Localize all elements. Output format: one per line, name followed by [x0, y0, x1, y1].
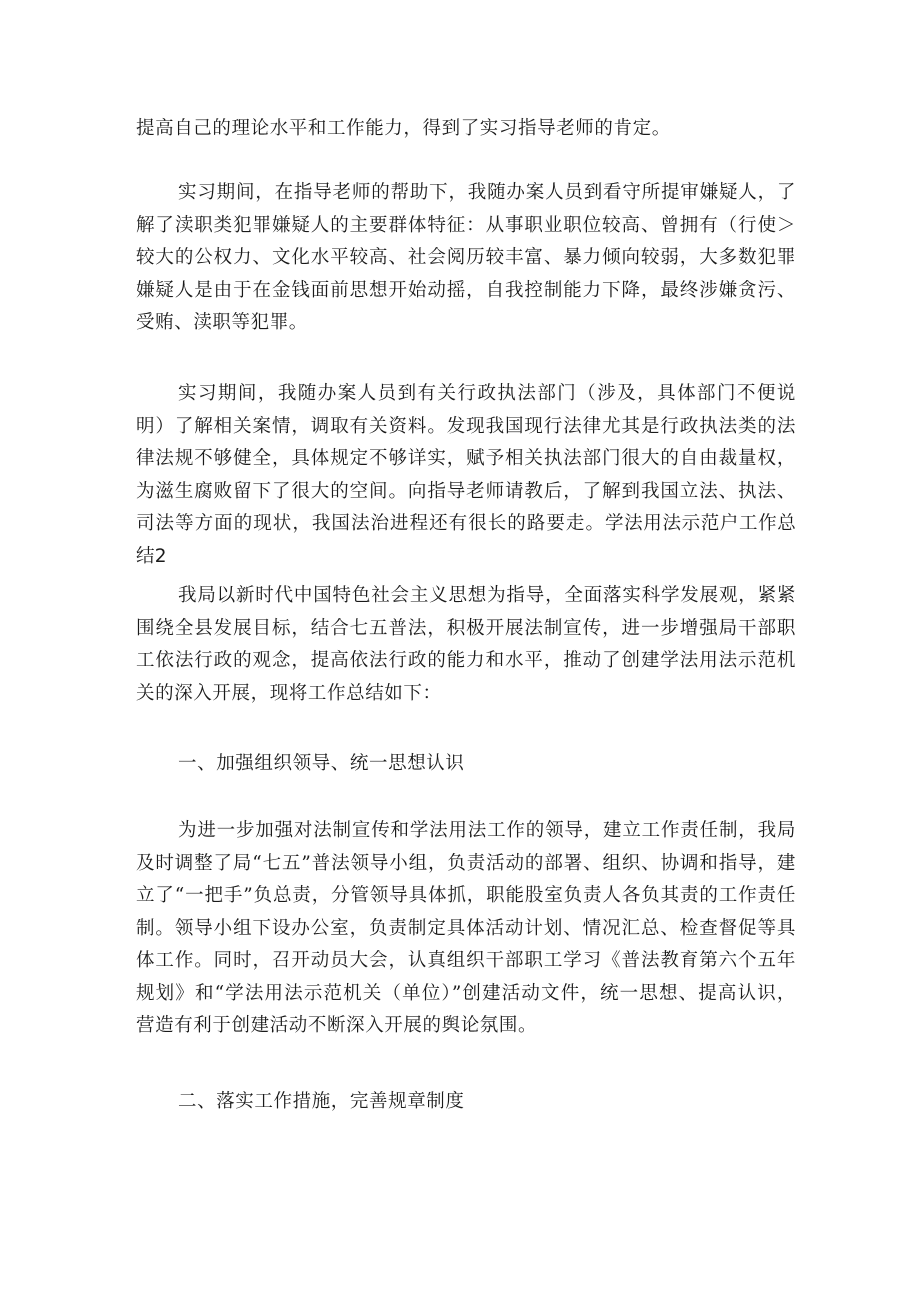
paragraph-law-enforcement-body: 实习期间，我随办案人员到有关行政执法部门（涉及，具体部门不便说明）了解相关案情，调取有关资料。发现我国现行法律尤其是行政执法类的法律法规不够健全，具体规定不够详实，赋予相关执法部门很大的自由裁量权，为滋生腐败留下了很大的空间。向指导老师请教后，了解到我国立法、执法、司法等方面的现状，我国法治进程还有很长的路要走。 — [136, 383, 796, 534]
paragraph-law-enforcement — [136, 378, 796, 573]
heading-measures: 二、落实工作措施，完善规章制度 — [178, 1091, 465, 1112]
section-title-inline: 学法用法示范户工作总结2 — [136, 513, 796, 567]
paragraph-leadership: 为进一步加强对法制宣传和学法用法工作的领导，建立工作责任制，我局及时调整了局“七五”普法领导小组，负责活动的部署、组织、协调和指导，建立了“一把手”负总责，分管领导具体抓，职能股室负责人各负其责的工作责任制。领导小组下设办公室，负责制定具体活动计划、情况汇总、检查督促等具体工作。同时，召开动员大会，认真组织干部职工学习《普法教育第六个五年规划》和“学法用法示范机关（单位）”创建活动文件，统一思想、提高认识，营造有利于创建活动不断深入开展的舆论氛围。 — [136, 820, 796, 1036]
paragraph-bureau-overview: 我局以新时代中国特色社会主义思想为指导，全面落实科学发展观，紧紧围绕全县发展目标，结合七五普法，积极开展法制宣传，进一步增强局干部职工依法行政的观念，提高依法行政的能力和水平，推动了创建学法用法示范机关的深入开展，现将工作总结如下： — [136, 585, 796, 704]
paragraph-interrogation: 实习期间，在指导老师的帮助下，我随办案人员到看守所提审嫌疑人，了解了渎职类犯罪嫌疑人的主要群体特征：从事职业职位较高、曾拥有（行使＞较大的公权力、文化水平较高、社会阅历较丰富、暴力倾向较弱，大多数犯罪嫌疑人是由于在金钱面前思想开始动摇，自我控制能力下降，最终涉嫌贪污、受贿、渎职等犯罪。 — [136, 182, 796, 333]
paragraph-continuation: 提高自己的理论水平和工作能力，得到了实习指导老师的肯定。 — [136, 118, 671, 139]
heading-organization: 一、加强组织领导、统一思想认识 — [178, 753, 465, 774]
